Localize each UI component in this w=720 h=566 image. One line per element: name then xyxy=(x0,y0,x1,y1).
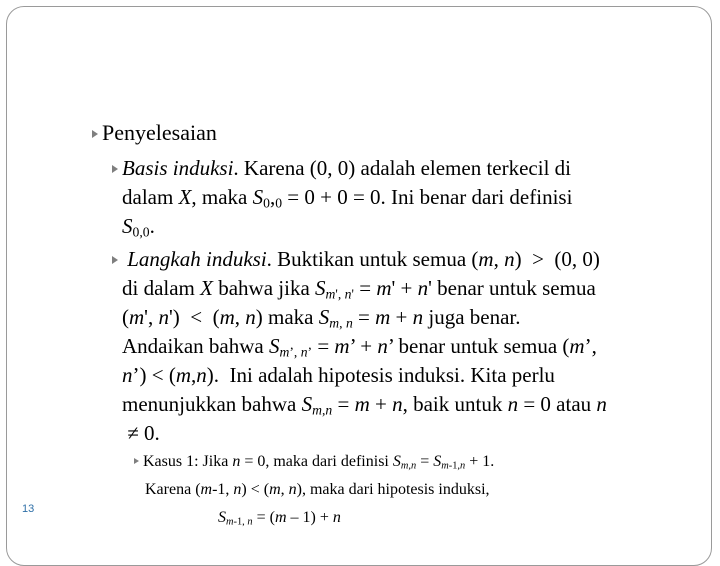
langkah-label: Langkah induksi xyxy=(127,247,267,271)
bullet-icon xyxy=(112,256,118,264)
langkah-line-4: Andaikan bahwa $S_{m’, n’} = m$’ + n’ benar untuk semua (m’, xyxy=(122,334,597,360)
langkah-line-7: ≠ 0. xyxy=(122,421,160,445)
bullet-icon xyxy=(92,130,98,138)
bullet-icon xyxy=(134,458,139,464)
langkah-line-6: menunjukkan bahwa $S_{m,n} = m + n$, baik untuk n = 0 atau n xyxy=(122,392,607,418)
langkah-line-5: n’) < (m,n). Ini adalah hipotesis induksi. Kita perlu xyxy=(122,363,555,387)
langkah-line-2: di dalam X bahwa jika $S_{m', n'} = m' + n'$ benar untuk semua xyxy=(122,276,596,302)
heading-text: Penyelesaian xyxy=(102,120,217,145)
basis-line-2: dalam X, maka $S_0,_0 = 0 + 0 = 0$. Ini benar dari definisi xyxy=(122,185,573,211)
heading-line xyxy=(92,120,217,146)
kasus-line-3: $S_{m-1, n} = (m - 1) + n$ xyxy=(218,509,341,528)
kasus-line-1: Kasus 1: Jika n = 0, maka dari definisi $S_{m,n} = S_{m-1,n} + 1$. xyxy=(134,453,494,472)
langkah-line-3: (m', n') < (m, n) maka $S_{m, n} = m + n$ juga benar. xyxy=(122,305,521,331)
bullet-icon xyxy=(112,165,118,173)
page-number: 13 xyxy=(22,503,35,515)
langkah-line-1: Langkah induksi. Buktikan untuk semua (m, n) > (0, 0) xyxy=(112,247,600,272)
basis-label: Basis induksi xyxy=(122,156,234,180)
basis-line-3: $S_{0,0}$. xyxy=(122,214,155,240)
kasus-line-2: Karena (m-1, n) < (m, n), maka dari hipotesis induksi, xyxy=(145,481,490,498)
basis-line-1: Basis induksi. Karena (0, 0) adalah elemen terkecil di xyxy=(112,156,571,181)
